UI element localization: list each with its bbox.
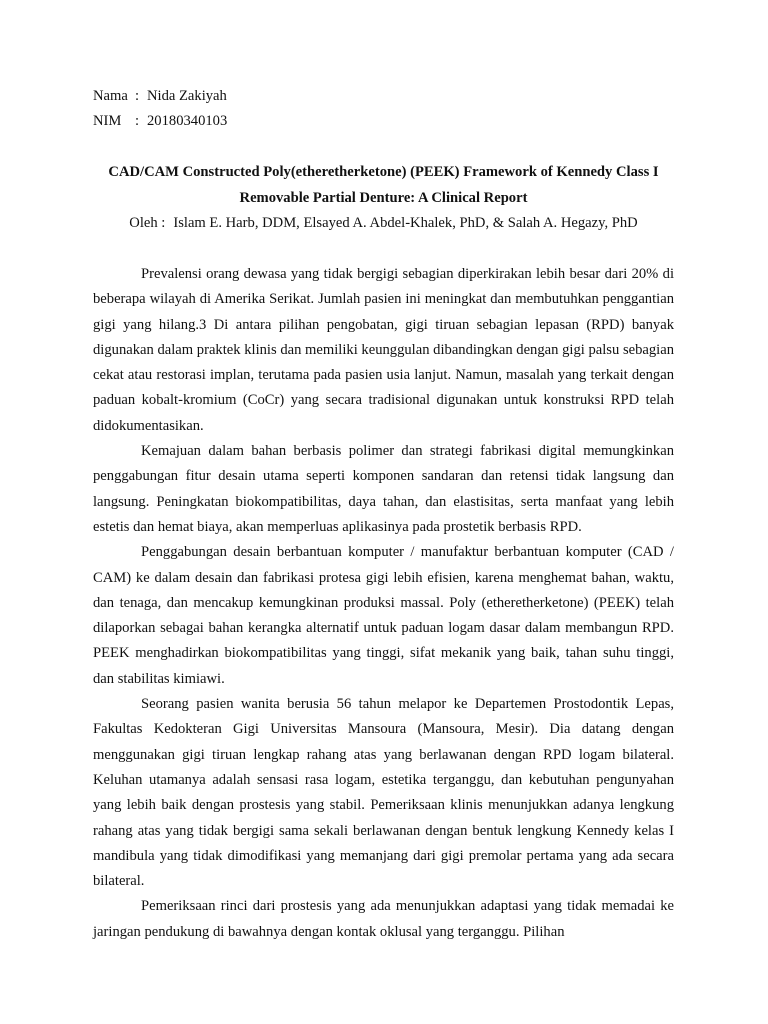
- paragraph-5: Pemeriksaan rinci dari prostesis yang ada menunjukkan adaptasi yang tidak memadai ke jaringan pendukung di bawahnya dengan kontak oklusal yang terganggu. Pilihan: [93, 898, 674, 940]
- document-page: [93, 84, 674, 945]
- nim-label: NIM: [93, 113, 122, 129]
- name-line: [93, 84, 674, 109]
- name-label: Nama: [93, 88, 128, 104]
- nim-value: 20180340103: [147, 113, 228, 129]
- spacer: [93, 134, 674, 159]
- nim-separator: :: [135, 113, 140, 129]
- authors-line: [93, 211, 674, 236]
- paragraph-1: Prevalensi orang dewasa yang tidak bergigi sebagian diperkirakan lebih besar dari 20% di beberapa wilayah di Amerika Serikat. Jumlah pasien ini meningkat dan membutuhkan penggantian gigi yang hilang.3 Di antara pilihan pengobatan, gigi tiruan sebagian lepasan (RPD) banyak digunakan dalam praktek klinis dan memiliki keunggulan dibandingkan dengan gigi palsu sebagian cekat atau restorasi implan, terutama pada pasien usia lanjut. Namun, masalah yang terkait dengan paduan kobalt-kromium (CoCr) yang secara tradisional digunakan untuk konstruksi RPD telah didokumentasikan.: [93, 266, 674, 434]
- name-value: Nida Zakiyah: [147, 88, 227, 104]
- paragraph-4: Seorang pasien wanita berusia 56 tahun melapor ke Departemen Prostodontik Lepas, Fakultas Kedokteran Gigi Universitas Mansoura (Mansoura, Mesir). Dia datang dengan menggunakan gigi tiruan lengkap rahang atas yang berlawanan dengan RPD logam bilateral. Keluhan utamanya adalah sensasi rasa logam, estetika terganggu, dan kebutuhan pengunyahan yang lebih baik dengan prostesis yang stabil. Pemeriksaan klinis menunjukkan adanya lengkung rahang atas yang tidak bergigi sama sekali berlawanan dengan bentuk lengkung Kennedy kelas I mandibula yang tidak dimodifikasi yang memanjang dari gigi premolar pertama yang ada secara bilateral.: [93, 696, 674, 890]
- authors-names: Islam E. Harb, DDM, Elsayed A. Abdel-Khalek, PhD, & Salah A. Hegazy, PhD: [173, 215, 638, 231]
- document-title: CAD/CAM Constructed Poly(etheretherketone) (PEEK) Framework of Kennedy Class I Removable Partial Denture: A Clinical Report: [108, 164, 659, 206]
- paragraph-2: Kemajuan dalam bahan berbasis polimer dan strategi fabrikasi digital memungkinkan penggabungan fitur desain utama seperti komponen sandaran dan retensi tidak langsung dan langsung. Peningkatan biokompatibilitas, daya tahan, dan elastisitas, serta manfaat yang lebih estetis dan hemat biaya, akan memperluas aplikasinya pada prostetik berbasis RPD.: [93, 443, 674, 535]
- authors-prefix: Oleh :: [129, 215, 166, 231]
- spacer: [93, 236, 674, 262]
- paragraph-3: Penggabungan desain berbantuan komputer / manufaktur berbantuan komputer (CAD / CAM) ke dalam desain dan fabrikasi protesa gigi lebih efisien, karena menghemat bahan, waktu, dan tenaga, dan mencakup kemungkinan produksi massal. Poly (etheretherketone) (PEEK) telah dilaporkan sebagai bahan kerangka alternatif untuk paduan logam dasar dalam membangun RPD. PEEK menghadirkan biokompatibilitas yang tinggi, sifat mekanik yang baik, tahan suhu tinggi, dan stabilitas kimiawi.: [93, 544, 674, 687]
- name-separator: :: [135, 88, 140, 104]
- nim-line: [93, 109, 674, 134]
